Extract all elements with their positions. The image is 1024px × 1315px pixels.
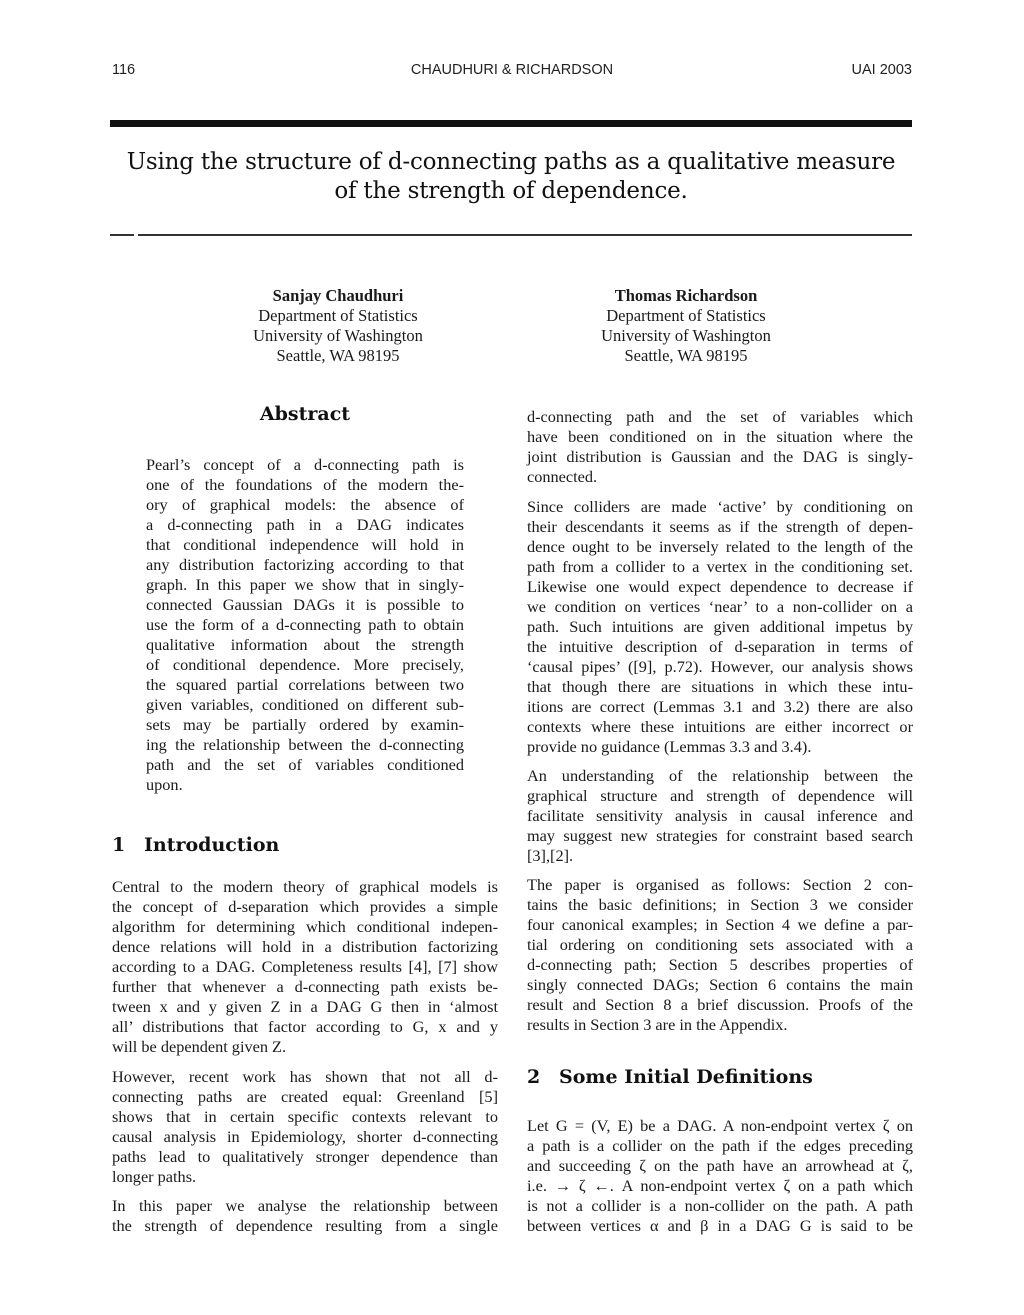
text-line: will be dependent given Z. — [112, 1037, 287, 1056]
text-line: the intuitive description of d-separation in terms of — [527, 637, 913, 656]
abstract-line: any distribution factorizing according to that — [146, 555, 464, 574]
text-line: tains the basic definitions; in Section 3 we consider — [527, 895, 913, 914]
title-line-1: Using the structure of d-connecting paths as a qualitative measure — [126, 149, 896, 175]
text-line: further that whenever a d-connecting path exists be- — [112, 977, 498, 996]
author-block-2 — [556, 286, 816, 366]
abstract-line: of conditional dependence. More precisely, — [146, 655, 464, 674]
paper-title — [110, 148, 912, 206]
text-line: provide no guidance (Lemmas 3.3 and 3.4). — [527, 737, 812, 756]
abstract-line: graph. In this paper we show that in singly- — [146, 575, 464, 594]
author-address: Seattle, WA 98195 — [624, 346, 748, 365]
author-name: Thomas Richardson — [614, 286, 758, 305]
title-bottom-rule — [110, 234, 912, 236]
text-line: facilitate sensitivity analysis in causal inference and — [527, 806, 913, 825]
text-line: The paper is organised as follows: Section 2 con- — [527, 875, 913, 894]
text-line: An understanding of the relationship between the — [527, 766, 913, 785]
text-line: itions are correct (Lemmas 3.1 and 3.2) there are also — [527, 697, 913, 716]
text-line: the concept of d-separation which provides a simple — [112, 897, 498, 916]
text-line: connecting paths are created equal: Greenland [5] — [112, 1087, 498, 1106]
section-number: 1 — [112, 834, 126, 856]
text-line: graphical structure and strength of dependence will — [527, 786, 913, 805]
text-line: d-connecting path; Section 5 describes properties of — [527, 955, 913, 974]
abstract-heading: Abstract — [259, 403, 351, 425]
author-university: University of Washington — [601, 326, 771, 345]
abstract-line: ing the relationship between the d-connecting — [146, 735, 464, 754]
text-line: Central to the modern theory of graphical models is — [112, 877, 498, 896]
text-line: i.e. → ζ ←. A non-endpoint vertex ζ on a path which — [527, 1176, 913, 1195]
author-address: Seattle, WA 98195 — [276, 346, 400, 365]
text-line: connected. — [527, 467, 598, 486]
section-title: Some Initial Definitions — [559, 1066, 813, 1088]
text-line: have been conditioned on in the situation where the — [527, 427, 913, 446]
abstract-line: path and the set of variables conditioned — [146, 755, 464, 774]
author-name: Sanjay Chaudhuri — [272, 286, 404, 305]
text-line: dence relations will hold in a distribution factorizing — [112, 937, 498, 956]
text-line: is not a collider is a non-collider on the path. A path — [527, 1196, 913, 1215]
text-line: their descendants it seems as if the strength of depen- — [527, 517, 913, 536]
text-line: tween x and y given Z in a DAG G then in ‘almost — [112, 997, 498, 1016]
abstract-line: given variables, conditioned on different sub- — [146, 695, 464, 714]
text-line: shows that in certain specific contexts relevant to — [112, 1107, 498, 1126]
text-line: we condition on vertices ‘near’ to a non-collider on a — [527, 597, 913, 616]
page-number: 116 — [112, 62, 136, 78]
text-line: a path is a collider on the path if the edges preceding — [527, 1136, 913, 1155]
text-line: according to a DAG. Completeness results [4], [7] show — [112, 957, 498, 976]
text-line: path from a collider to a vertex in the conditioning set. — [527, 557, 913, 576]
text-line: Since colliders are made ‘active’ by conditioning on — [527, 497, 913, 516]
text-line: In this paper we analyse the relationship between — [112, 1196, 498, 1215]
abstract-line: one of the foundations of the modern the- — [146, 475, 464, 494]
title-line-2: of the strength of dependence. — [334, 178, 688, 204]
abstract-line: sets may be partially ordered by examin- — [146, 715, 464, 734]
section-1-heading — [112, 834, 279, 856]
title-top-rule — [110, 120, 912, 127]
section-title: Introduction — [144, 834, 280, 856]
text-line: [3],[2]. — [527, 846, 574, 865]
text-line: that though there are situations in which these intu- — [527, 677, 913, 696]
section-2-heading — [527, 1066, 813, 1088]
text-line: tial ordering on conditioning sets associated with a — [527, 935, 913, 954]
text-line: between vertices α and β in a DAG G is said to be — [527, 1216, 913, 1235]
author-block-1 — [208, 286, 468, 366]
abstract-line: upon. — [146, 775, 183, 794]
text-line: the strength of dependence resulting from a single — [112, 1216, 498, 1235]
abstract-line: a d-connecting path in a DAG indicates — [146, 515, 464, 534]
text-line: singly connected DAGs; Section 6 contains the main — [527, 975, 913, 994]
abstract-line: ory of graphical models: the absence of — [146, 495, 464, 514]
abstract-line: the squared partial correlations between two — [146, 675, 464, 694]
section-number: 2 — [527, 1066, 541, 1088]
abstract-line: that conditional independence will hold in — [146, 535, 464, 554]
text-line: Let G = (V, E) be a DAG. A non-endpoint vertex ζ on — [527, 1116, 913, 1135]
author-department: Department of Statistics — [606, 306, 766, 325]
author-university: University of Washington — [253, 326, 423, 345]
text-line: may suggest new strategies for constraint based search — [527, 826, 913, 845]
text-line: path. Such intuitions are given additional impetus by — [527, 617, 913, 636]
text-line: dence ought to be inversely related to the length of the — [527, 537, 913, 556]
text-line: and succeeding ζ on the path have an arrowhead at ζ, — [527, 1156, 913, 1175]
running-head-venue: UAI 2003 — [851, 62, 912, 78]
text-line: contexts where these intuitions are either incorrect or — [527, 717, 913, 736]
text-line: algorithm for determining which conditional indepen- — [112, 917, 498, 936]
text-line: result and Section 8 a brief discussion. Proofs of the — [527, 995, 913, 1014]
text-line: four canonical examples; in Section 4 we define a par- — [527, 915, 913, 934]
text-line: longer paths. — [112, 1167, 197, 1186]
rule-gap — [134, 233, 138, 237]
text-line: joint distribution is Gaussian and the DAG is singly- — [527, 447, 913, 466]
text-line: However, recent work has shown that not all d- — [112, 1067, 498, 1086]
abstract-line: qualitative information about the strength — [146, 635, 464, 654]
abstract-line: connected Gaussian DAGs it is possible to — [146, 595, 464, 614]
running-head-authors: CHAUDHURI & RICHARDSON — [410, 62, 614, 78]
text-line: paths lead to qualitatively stronger dependence than — [112, 1147, 498, 1166]
text-line: causal analysis in Epidemiology, shorter d-connecting — [112, 1127, 498, 1146]
text-line: Likewise one would expect dependence to decrease if — [527, 577, 913, 596]
text-line: d-connecting path and the set of variables which — [527, 407, 913, 426]
text-line: all’ distributions that factor according to G, x and y — [112, 1017, 498, 1036]
abstract-line: use the form of a d-connecting path to obtain — [146, 615, 464, 634]
abstract-line: Pearl’s concept of a d-connecting path is — [146, 455, 464, 474]
text-line: results in Section 3 are in the Appendix. — [527, 1015, 788, 1034]
author-department: Department of Statistics — [258, 306, 418, 325]
text-line: ‘causal pipes’ ([9], p.72). However, our analysis shows — [527, 657, 913, 676]
